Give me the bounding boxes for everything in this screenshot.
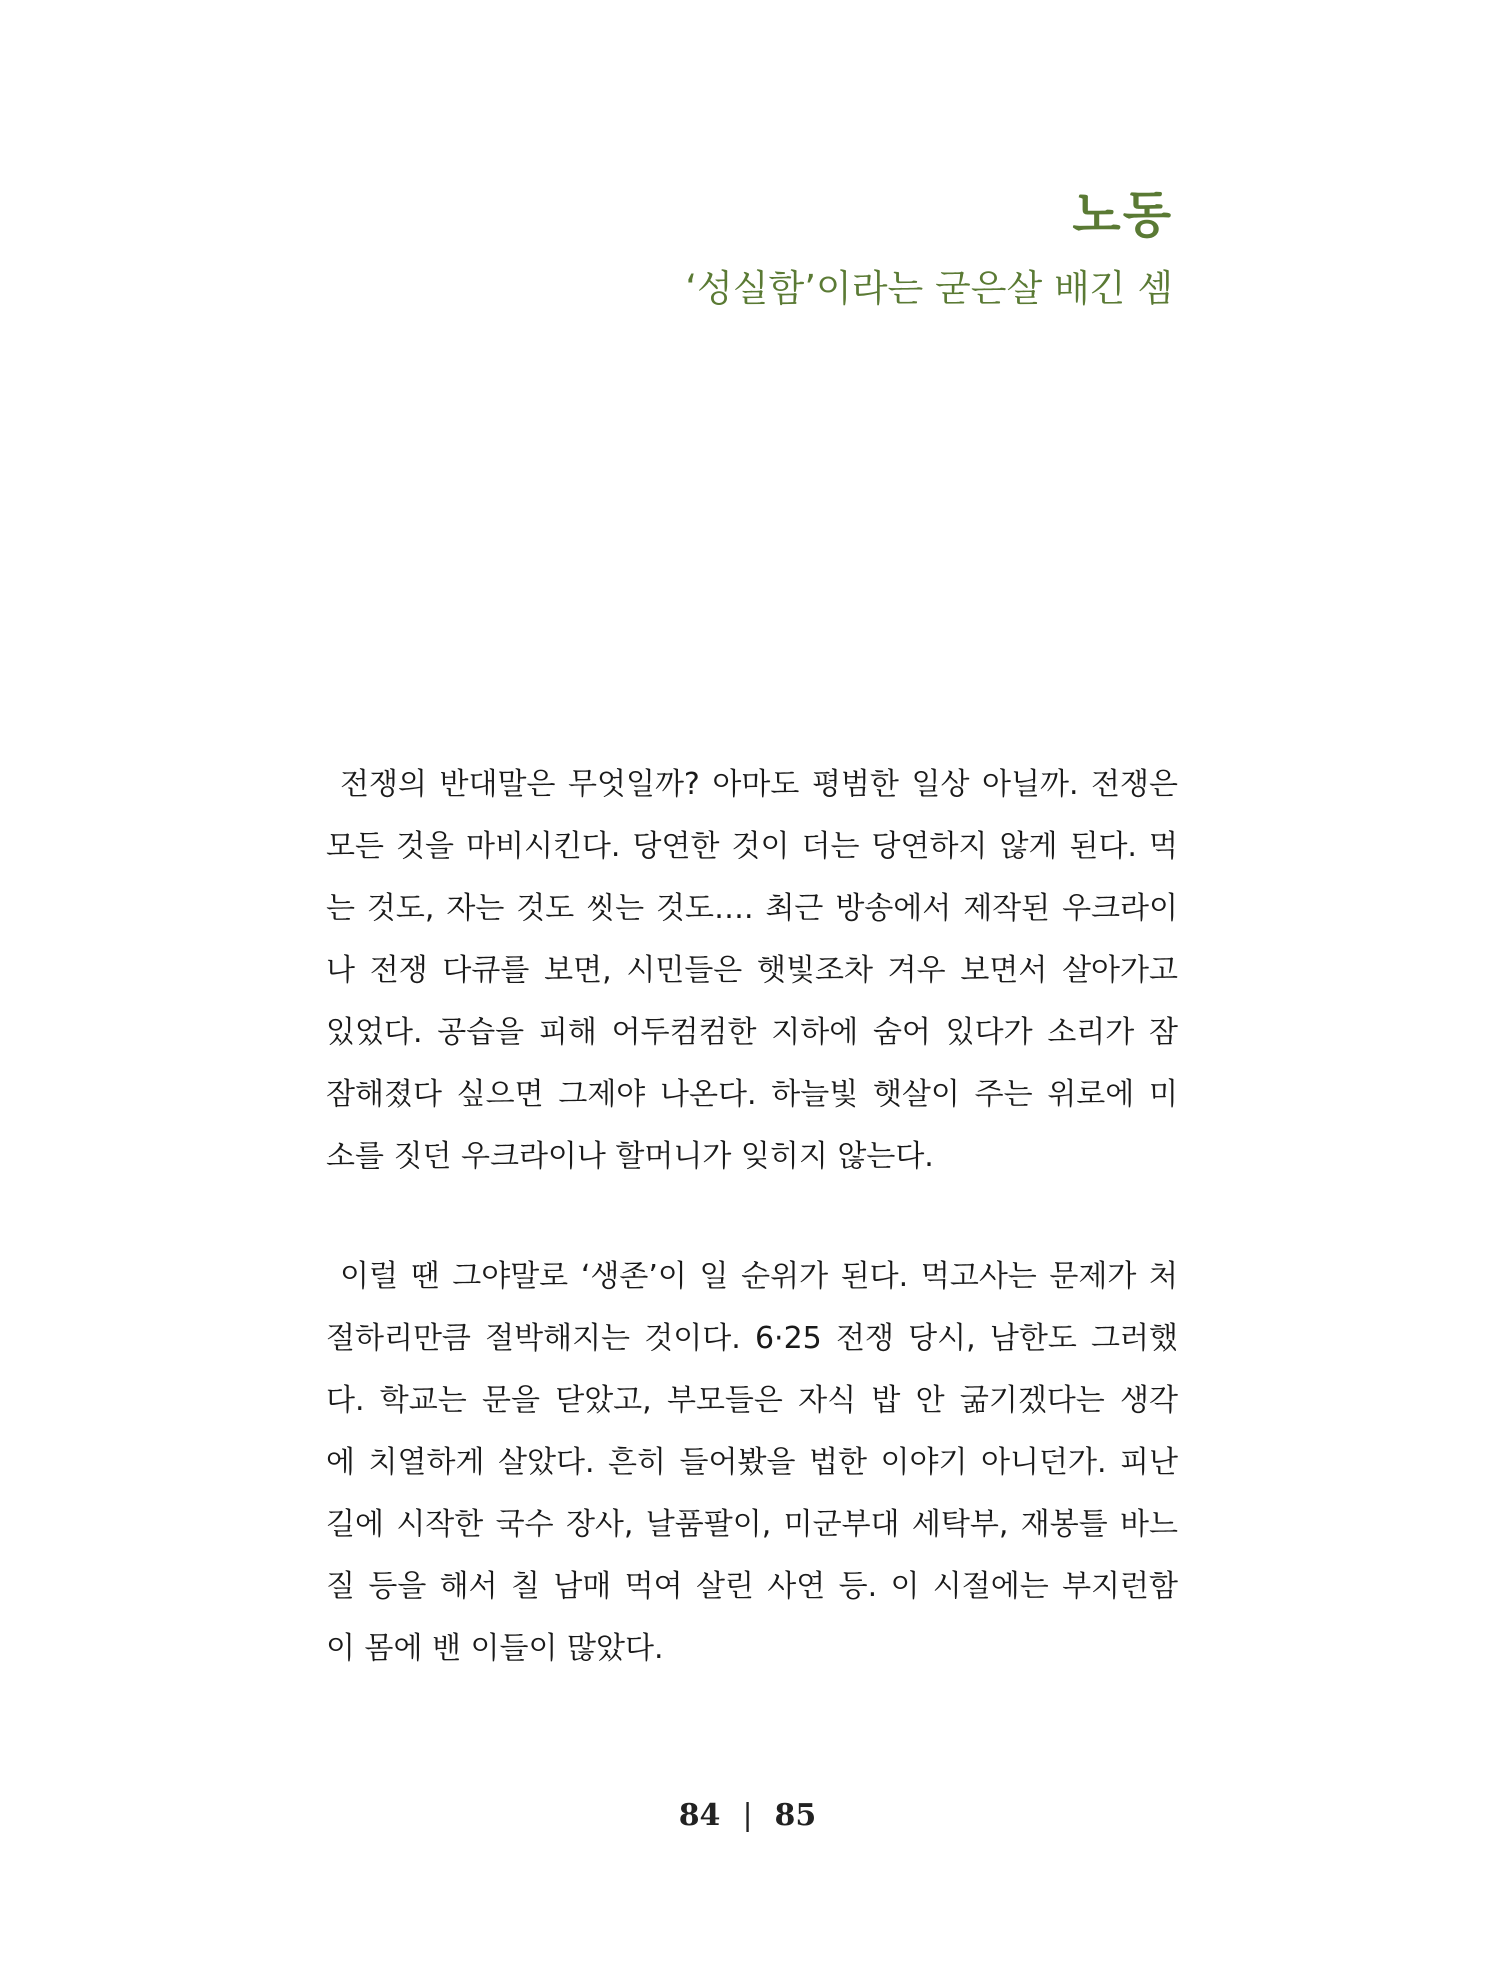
left-page-number: 84 bbox=[678, 1798, 721, 1833]
text-line: 나 전쟁 다큐를 보면, 시민들은 햇빛조차 겨우 보면서 살아가고 bbox=[326, 953, 1178, 988]
paragraph-1 bbox=[312, 754, 1178, 1188]
text-line: 이럴 땐 그야말로 ‘생존’이 일 순위가 된다. 먹고사는 문제가 처 bbox=[340, 1259, 1178, 1294]
paragraph-2 bbox=[312, 1246, 1178, 1680]
text-line: 있었다. 공습을 피해 어두컴컴한 지하에 숨어 있다가 소리가 잠 bbox=[326, 1015, 1178, 1050]
body-text bbox=[312, 754, 1178, 1680]
text-line: 절하리만큼 절박해지는 것이다. 6·25 전쟁 당시, 남한도 그러했 bbox=[326, 1321, 1178, 1356]
text-line: 이 몸에 밴 이들이 많았다. bbox=[326, 1631, 664, 1666]
text-line: 에 치열하게 살았다. 흔히 들어봤을 법한 이야기 아니던가. 피난 bbox=[326, 1445, 1178, 1480]
text-line: 질 등을 해서 칠 남매 먹여 살린 사연 등. 이 시절에는 부지런함 bbox=[326, 1569, 1178, 1604]
text-line: 소를 짓던 우크라이나 할머니가 잊히지 않는다. bbox=[326, 1139, 934, 1174]
text-line: 전쟁의 반대말은 무엇일까? 아마도 평범한 일상 아닐까. 전쟁은 bbox=[340, 767, 1178, 802]
text-line: 잠해졌다 싶으면 그제야 나온다. 하늘빛 햇살이 주는 위로에 미 bbox=[326, 1077, 1178, 1112]
text-line: 는 것도, 자는 것도 씻는 것도…. 최근 방송에서 제작된 우크라이 bbox=[326, 891, 1178, 926]
page-numbers bbox=[0, 1798, 1495, 1833]
chapter-title: 노동 bbox=[1072, 186, 1173, 244]
right-page-number: 85 bbox=[774, 1798, 817, 1833]
text-line: 다. 학교는 문을 닫았고, 부모들은 자식 밥 안 굶기겠다는 생각 bbox=[326, 1383, 1178, 1418]
text-line: 길에 시작한 국수 장사, 날품팔이, 미군부대 세탁부, 재봉틀 바느 bbox=[326, 1507, 1178, 1542]
chapter-subtitle: ‘성실함’이라는 굳은살 배긴 셈 bbox=[685, 267, 1173, 310]
chapter-header bbox=[685, 186, 1173, 310]
text-line: 모든 것을 마비시킨다. 당연한 것이 더는 당연하지 않게 된다. 먹 bbox=[326, 829, 1178, 864]
page-number-separator: | bbox=[742, 1798, 753, 1833]
